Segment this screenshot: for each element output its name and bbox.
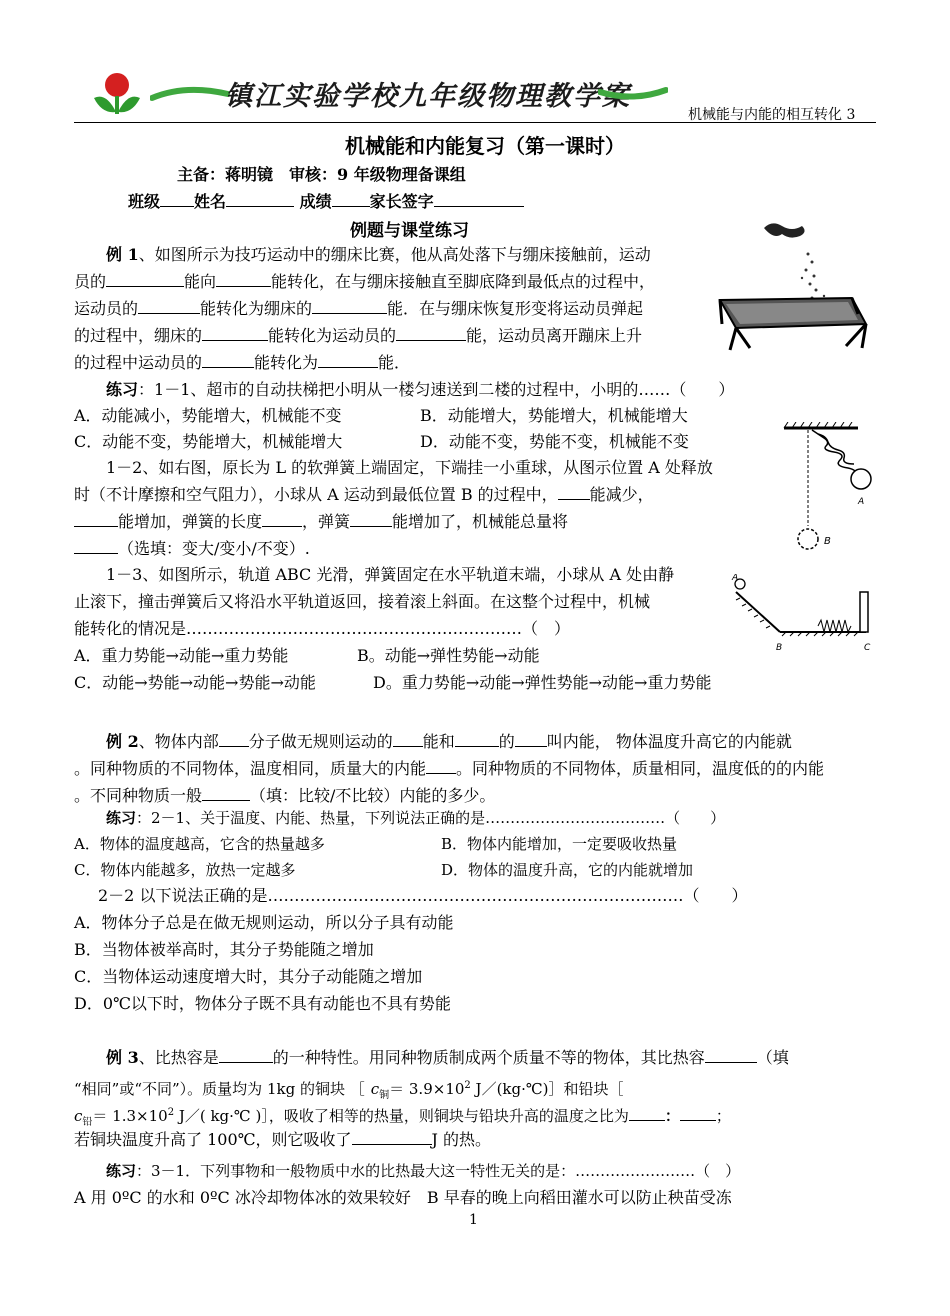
spring-ball-figure-icon — [778, 422, 888, 557]
banner-swoosh-left-icon — [150, 80, 230, 106]
page-number: 1 — [469, 1212, 478, 1228]
banner-swoosh-right-icon — [598, 82, 668, 106]
blank[interactable] — [219, 730, 249, 747]
score-label: 成绩 — [299, 192, 332, 211]
option-d[interactable]: D．物体的温度升高，它的内能就增加 — [441, 861, 694, 879]
option-d[interactable]: D。重力势能→动能→弹性势能→动能→重力势能 — [373, 673, 712, 692]
option-c[interactable]: C．物体内能越多，放热一定越多 — [74, 861, 296, 879]
blank[interactable] — [202, 324, 268, 341]
parent-label: 家长签字 — [369, 192, 434, 211]
school-logo-icon — [92, 70, 142, 116]
track-label-a: A — [732, 574, 739, 583]
option-c[interactable]: C．动能→势能→动能→势能→动能 — [74, 673, 316, 692]
blank[interactable] — [705, 1046, 757, 1063]
option-b[interactable]: B．当物体被举高时，其分子势能随之增加 — [74, 940, 374, 959]
banner-title: 镇江实验学校九年级物理教学案 — [225, 81, 631, 112]
spring-label-b: B — [824, 536, 831, 547]
page-title: 机械能和内能复习（第一课时） — [345, 134, 625, 158]
header-rule — [74, 122, 876, 123]
blank[interactable] — [426, 757, 456, 774]
blank[interactable] — [558, 483, 590, 500]
option-a[interactable]: A．重力势能→动能→重力势能 — [74, 646, 289, 665]
class-field[interactable] — [160, 190, 194, 207]
trampoline-figure-icon — [716, 214, 880, 354]
option-c[interactable]: C．动能不变，势能增大，机械能增大 — [74, 432, 343, 451]
blank[interactable] — [106, 270, 184, 287]
spring-label-a: A — [858, 497, 865, 507]
blank[interactable] — [515, 730, 547, 747]
class-label: 班级 — [128, 192, 161, 211]
blank[interactable] — [393, 730, 423, 747]
blank[interactable] — [138, 297, 200, 314]
track-label-c: C — [864, 643, 871, 653]
authors-line: 主备：蒋明镜 审核：9 年级物理备课组 — [177, 165, 466, 184]
example-label: 例 1 — [106, 245, 139, 264]
blank[interactable] — [318, 351, 378, 368]
blank[interactable] — [680, 1104, 716, 1121]
blank[interactable] — [312, 297, 387, 314]
blank[interactable] — [202, 784, 250, 801]
option-a[interactable]: A．物体分子总是在做无规则运动，所以分子具有动能 — [74, 913, 454, 932]
blank[interactable] — [629, 1104, 665, 1121]
blank[interactable] — [216, 270, 271, 287]
section-title: 例题与课堂练习 — [350, 221, 469, 241]
header-right-label: 机械能与内能的相互转化 3 — [688, 107, 856, 123]
option-b[interactable]: B．物体内能增加，一定要吸收热量 — [441, 835, 678, 853]
blank[interactable] — [74, 537, 118, 554]
blank[interactable] — [396, 324, 466, 341]
blank[interactable] — [74, 510, 118, 527]
option-a[interactable]: A．动能减小，势能增大，机械能不变 — [74, 406, 342, 425]
blank[interactable] — [219, 1046, 273, 1063]
option-d[interactable]: D．动能不变，势能不变，机械能不变 — [420, 432, 689, 451]
option-c[interactable]: C．当物体运动速度增大时，其分子动能随之增加 — [74, 967, 423, 986]
blank[interactable] — [262, 510, 302, 527]
option-b[interactable]: B．动能增大，势能增大，机械能增大 — [420, 406, 688, 425]
options-ab[interactable]: A 用 0ºC 的水和 0ºC 冰冷却物体冰的效果较好 B 早春的晚上向稻田灌水可以防止秧苗受冻 — [74, 1188, 732, 1207]
name-label: 姓名 — [194, 192, 227, 211]
blank[interactable] — [202, 351, 254, 368]
track-label-b: B — [776, 643, 783, 653]
track-spring-figure-icon — [726, 574, 876, 656]
parent-signature-field[interactable] — [434, 190, 524, 207]
option-d[interactable]: D．0℃以下时，物体分子既不具有动能也不具有势能 — [74, 994, 451, 1013]
blank[interactable] — [352, 1128, 432, 1145]
blank[interactable] — [350, 510, 392, 527]
blank[interactable] — [455, 730, 499, 747]
option-a[interactable]: A．物体的温度越高，它含的热量越多 — [74, 835, 325, 853]
option-b[interactable]: B。动能→弹性势能→动能 — [357, 646, 540, 665]
score-field[interactable] — [332, 190, 370, 207]
student-info-form — [128, 189, 524, 212]
name-field[interactable] — [226, 190, 294, 207]
